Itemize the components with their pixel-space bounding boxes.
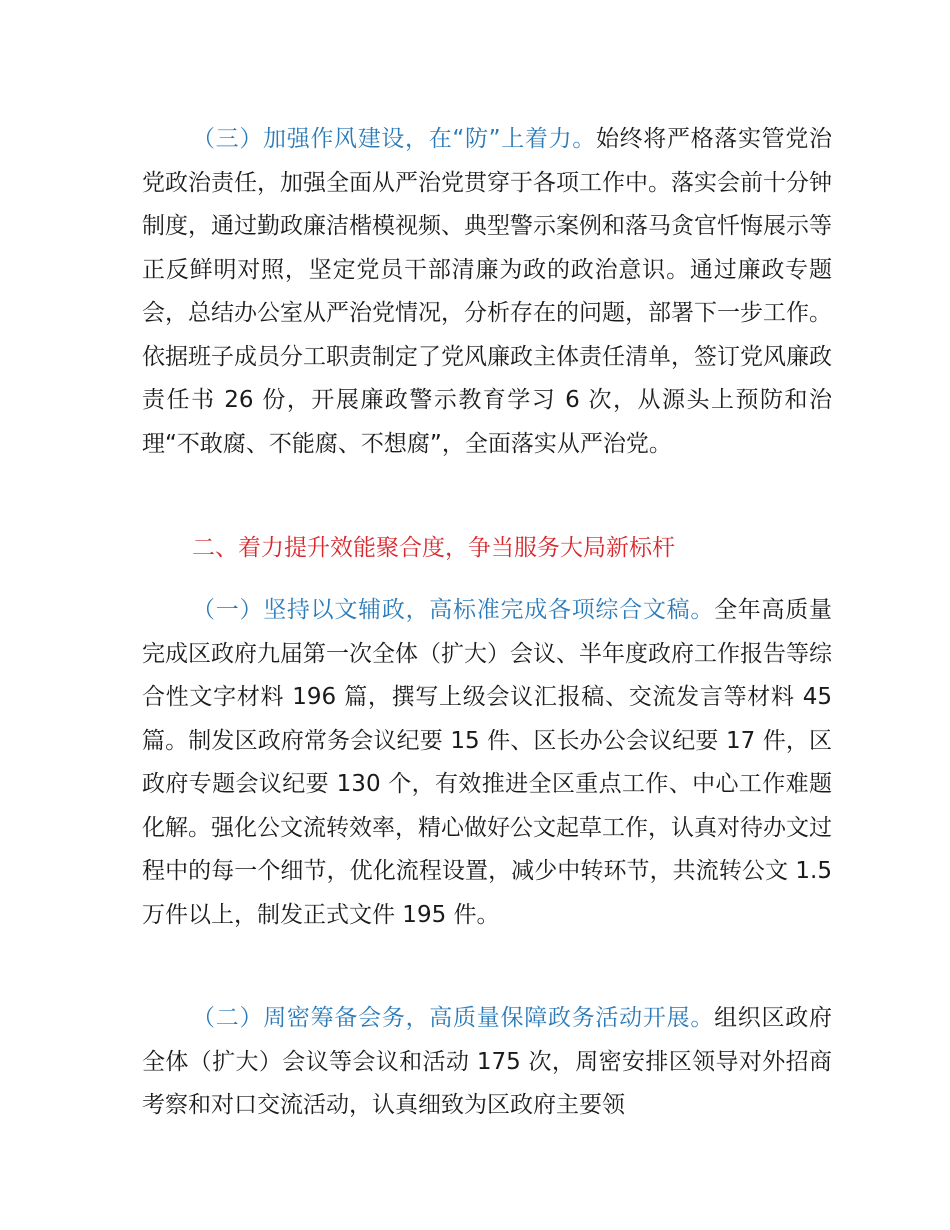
paragraph-section-2 xyxy=(142,997,832,1128)
section-2-heading: （二）周密筹备会务，高质量保障政务活动开展。 xyxy=(192,1005,715,1031)
section-2-body: 组织区政府全体（扩大）会议等会议和活动 175 次，周密安排区领导对外招商考察和对口交流活动，认真细致为区政府主要领 xyxy=(142,1005,833,1118)
section-3-heading: （三）加强作风建设，在“防”上着力。 xyxy=(192,126,596,152)
paragraph-section-3 xyxy=(142,118,832,466)
paragraph-section-1 xyxy=(142,589,832,937)
section-3-body: 始终将严格落实管党治党政治责任，加强全面从严治党贯穿于各项工作中。落实会前十分钟制度，通过勤政廉洁楷模视频、典型警示案例和落马贪官忏悔展示等正反鲜明对照，坚定党员干部清廉为政的政治意识。通过廉政专题会，总结办公室从严治党情况，分析存在的问题，部署下一步工作。依据班子成员分工职责制定了党风廉政主体责任清单，签订党风廉政责任书 26 份，开展廉政警示教育学习 6 次，从源头上预防和治理“不敢腐、不能腐、不想腐”，全面落实从严治党。 xyxy=(142,126,832,457)
part-2-heading: 二、着力提升效能聚合度，争当服务大局新标杆 xyxy=(192,535,675,561)
section-1-body: 全年高质量完成区政府九届第一次全体（扩大）会议、半年度政府工作报告等综合性文字材料 196 篇，撰写上级会议汇报稿、交流发言等材料 45 篇。制发区政府常务会议纪要 15 件、区长办公会议纪要 17 件，区政府专题会议纪要 130 个，有效推进全区重点工作、中心工作难题化解。强化公文流转效率，精心做好公文起草工作，认真对待办文过程中的每一个细节，优化流程设置，减少中转环节，共流转公文 1.5 万件以上，制发正式文件 195 件。 xyxy=(142,597,833,928)
section-1-heading: （一）坚持以文辅政，高标准完成各项综合文稿。 xyxy=(192,597,715,623)
